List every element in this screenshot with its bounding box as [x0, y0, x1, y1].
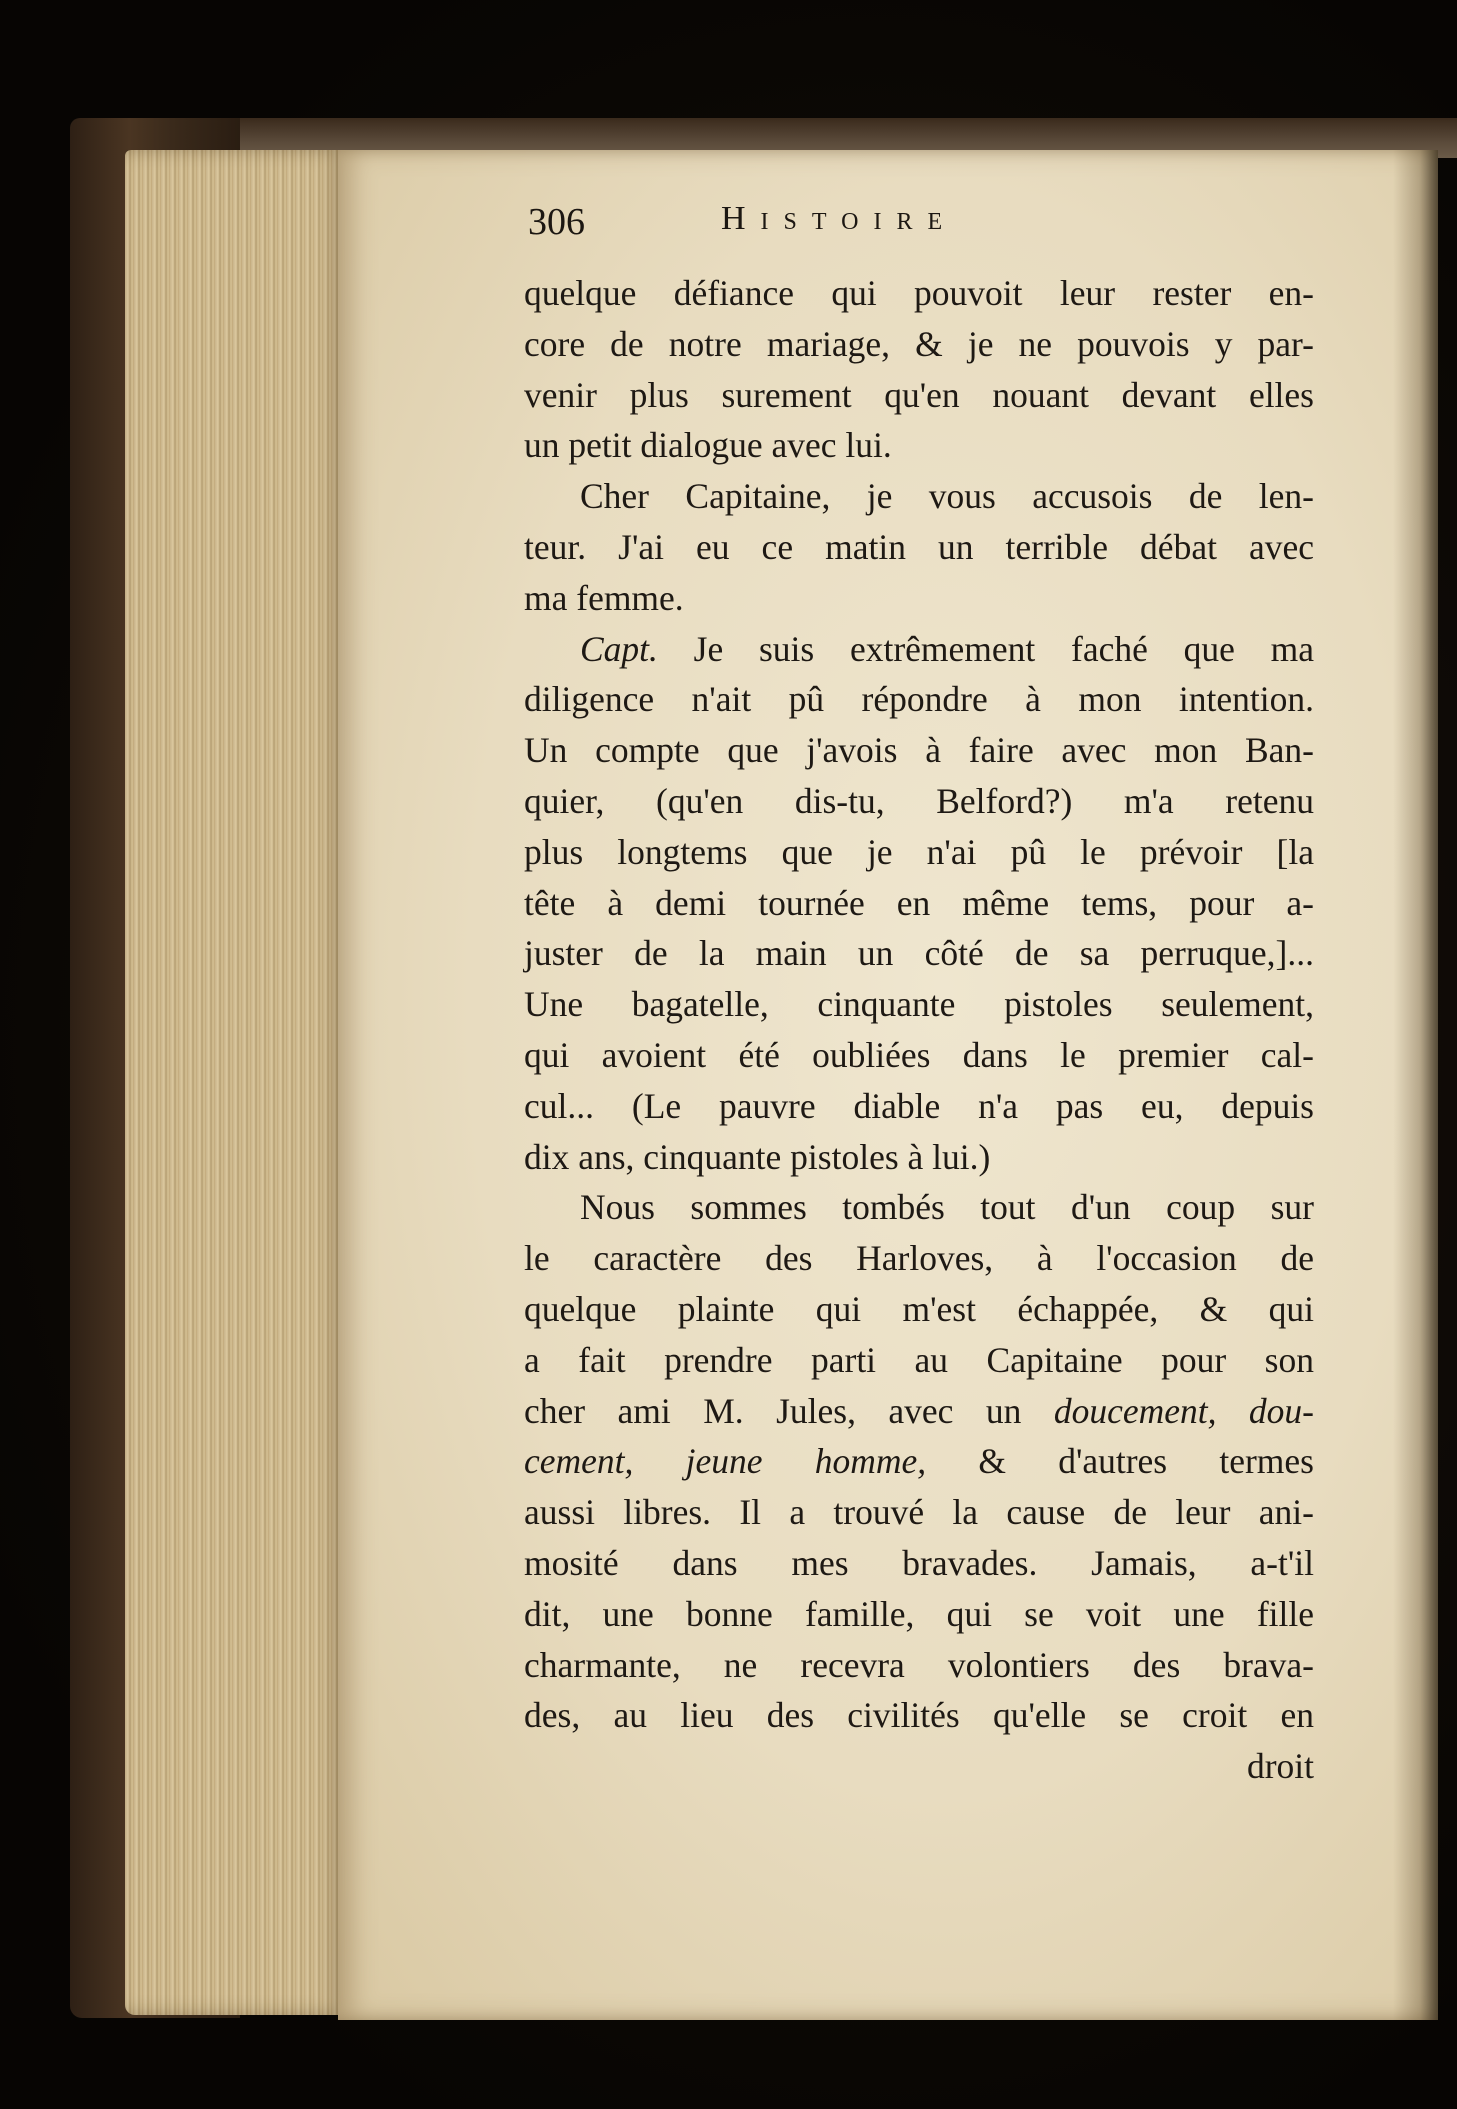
catchword: droit [1246, 1746, 1314, 1787]
line-text: & d'autres termes [926, 1441, 1314, 1482]
italic-phrase: doucement, dou- [1053, 1390, 1315, 1431]
page-number: 306 [528, 201, 585, 243]
text-line: venir plus surement qu'en nouant devant elles [524, 374, 1314, 415]
book-page [338, 150, 1438, 2020]
running-head: Histoire [721, 200, 958, 237]
page-header [528, 200, 1408, 260]
text-line: plus longtems que je n'ai pû le prévoir [la [524, 831, 1314, 872]
text-line: quelque plainte qui m'est échappée, & qui [524, 1288, 1314, 1329]
text-line: core de notre mariage, & je ne pouvois y par- [524, 323, 1314, 364]
italic-phrase: cement, jeune homme, [524, 1441, 927, 1482]
text-line: Un compte que j'avois à faire avec mon Ban- [524, 730, 1314, 771]
line-text: Je suis extrêmement faché que ma [657, 628, 1314, 669]
text-line: dix ans, cinquante pistoles à lui.) [524, 1136, 991, 1177]
text-line: juster de la main un côté de sa perruque,]... [524, 933, 1314, 974]
text-line [524, 1436, 1314, 1487]
text-line: cul... (Le pauvre diable n'a pas eu, depuis [524, 1085, 1314, 1126]
speaker-label: Capt. [580, 628, 658, 669]
text-line: Nous sommes tombés tout d'un coup sur [580, 1187, 1314, 1228]
text-line: tête à demi tournée en même tems, pour a- [524, 882, 1314, 923]
text-line: mosité dans mes bravades. Jamais, a-t'il [524, 1542, 1314, 1583]
text-line: quelque défiance qui pouvoit leur rester en- [524, 273, 1314, 313]
text-line [524, 1386, 1314, 1437]
text-line [524, 624, 1314, 675]
text-line: teur. J'ai eu ce matin un terrible débat avec [524, 526, 1314, 567]
text-line: quier, (qu'en dis-tu, Belford?) m'a retenu [524, 780, 1314, 821]
text-line: diligence n'ait pû répondre à mon intention. [524, 679, 1314, 720]
text-line: dit, une bonne famille, qui se voit une fille [524, 1593, 1314, 1634]
text-line: des, au lieu des civilités qu'elle se croit en [524, 1695, 1314, 1736]
text-line: le caractère des Harloves, à l'occasion de [524, 1238, 1314, 1279]
line-text: cher ami M. Jules, avec un [524, 1390, 1054, 1431]
page-fore-edge [125, 150, 345, 2015]
text-line: Une bagatelle, cinquante pistoles seulement, [524, 984, 1314, 1025]
text-line: charmante, ne recevra volontiers des brava- [524, 1644, 1314, 1685]
text-line: Cher Capitaine, je vous accusois de len- [580, 476, 1314, 517]
text-line: aussi libres. Il a trouvé la cause de leur ani- [524, 1492, 1314, 1533]
text-line: a fait prendre parti au Capitaine pour son [524, 1339, 1314, 1380]
spine-shadow [1393, 150, 1438, 2020]
body-text [524, 268, 1314, 1792]
text-line: qui avoient été oubliées dans le premier cal- [524, 1034, 1314, 1075]
text-line: un petit dialogue avec lui. [524, 425, 892, 466]
text-line: ma femme. [524, 577, 684, 618]
